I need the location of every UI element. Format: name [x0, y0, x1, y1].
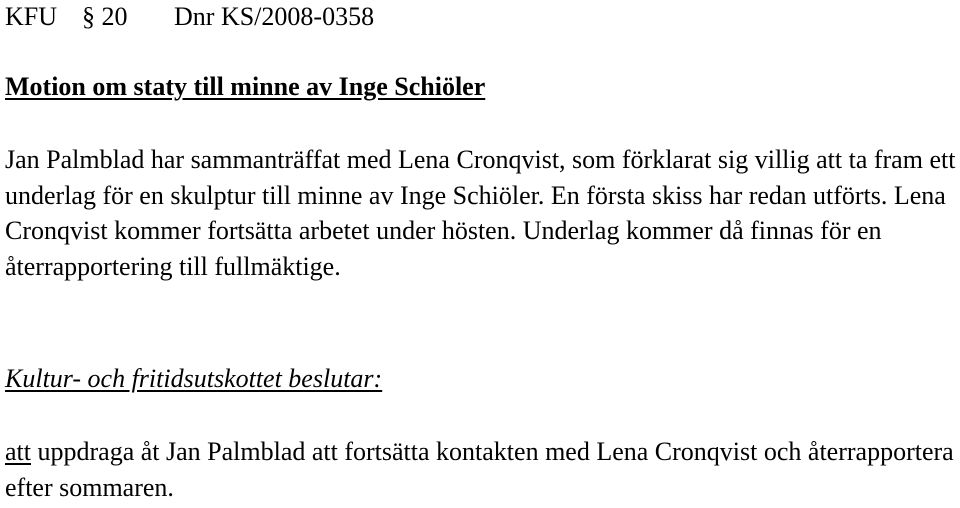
section-sign: §: [82, 2, 96, 31]
decision-heading: Kultur- och fritidsutskottet beslutar:: [5, 364, 383, 393]
reference-line: [5, 0, 374, 34]
decision-text: uppdraga åt Jan Palmblad att fortsätta kontakten med Lena Cronqvist och återrapportera efter sommaren.: [5, 437, 954, 502]
document-title: Motion om staty till minne av Inge Schiöler: [5, 72, 486, 101]
item-number: 20: [101, 2, 128, 31]
decision-paragraph: [5, 434, 960, 505]
committee-code: KFU: [5, 2, 58, 31]
att-keyword: att: [5, 437, 31, 466]
case-number: Dnr KS/2008-0358: [174, 2, 375, 31]
body-paragraph: Jan Palmblad har sammanträffat med Lena Cronqvist, som förklarat sig villig att ta fram ett underlag för en skulptur till minne av Inge Schiöler. En första skiss har redan utförts. Lena Cronqvist kommer fortsätta arbetet under hösten. Underlag kommer då finnas för en återrapportering till fullmäktige.: [5, 145, 956, 281]
